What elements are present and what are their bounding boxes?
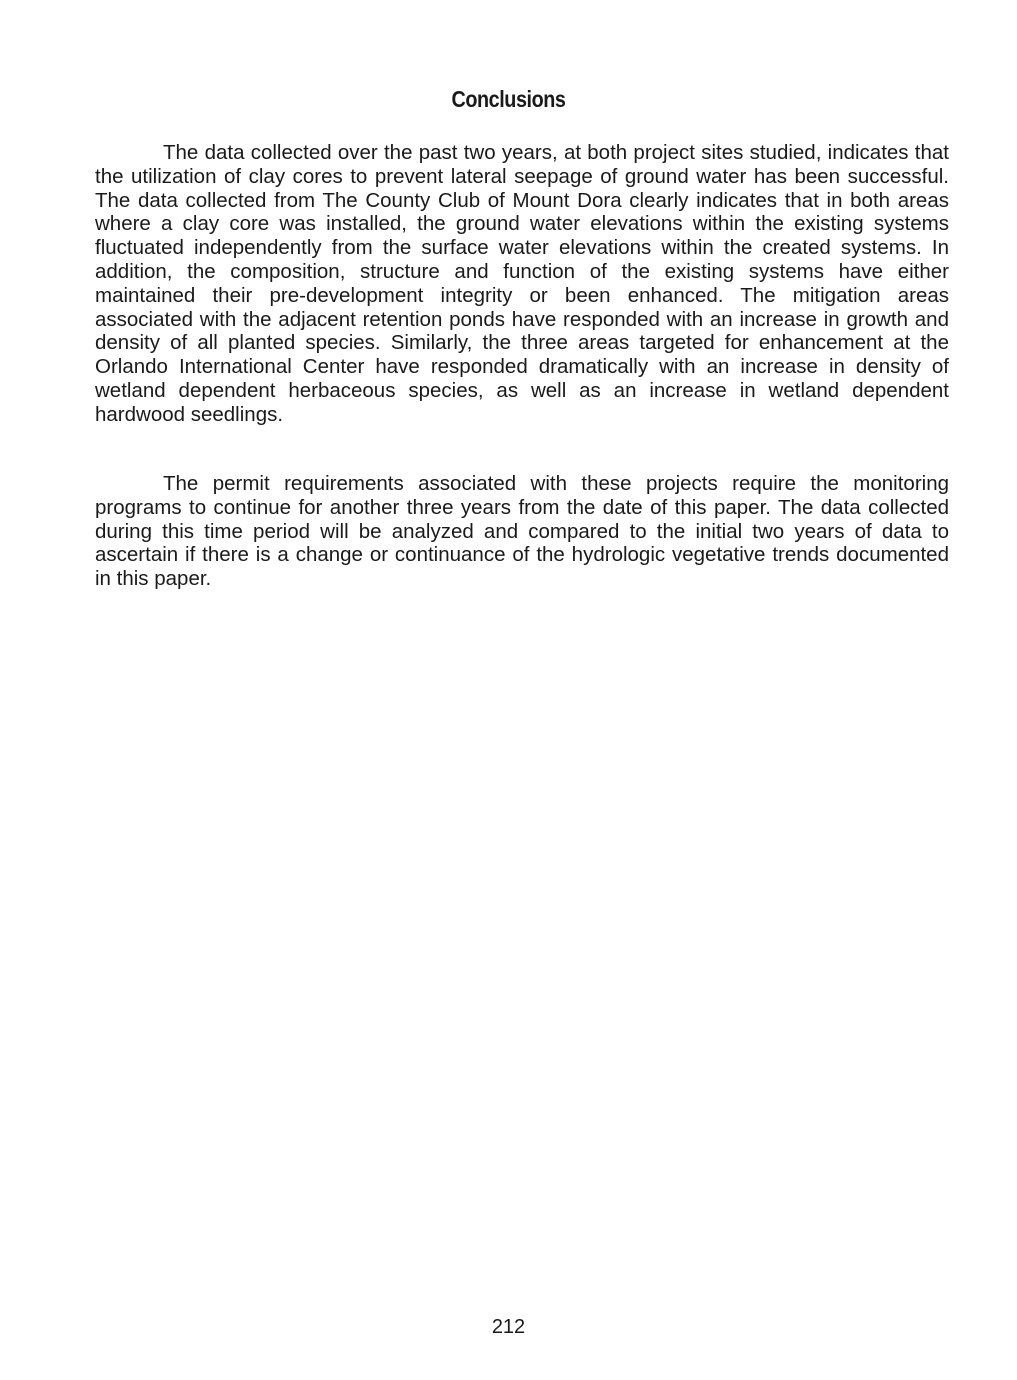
section-heading: Conclusions [451,86,566,112]
page-number: 212 [491,1316,526,1338]
paragraph-2: The permit requirements associated with these projects require the monitoring programs to continue for another three years from the date of this paper. The data collected during this time period will be analyzed and compared to the initial two years of data to ascertain if there is a change or continuance of the hydrologic vegetative trends documented in this paper. [95,472,949,591]
paragraph-1: The data collected over the past two years, at both project sites studied, indicates that the utilization of clay cores to prevent lateral seepage of ground water has been successful. The data collected from The County Club of Mount Dora clearly indicates that in both areas where a clay core was installed, the ground water elevations within the existing systems fluctuated independently from the surface water elevations within the created systems. In addition, the composition, structure and function of the existing systems have either maintained their pre-development integrity or been enhanced. The mitigation areas associated with the adjacent retention ponds have responded with an increase in growth and density of all planted species. Similarly, the three areas targeted for enhancement at the Orlando International Center have responded dramatically with an increase in density of wetland dependent herbaceous species, as well as an increase in wetland dependent hardwood seedlings. [95,141,949,426]
